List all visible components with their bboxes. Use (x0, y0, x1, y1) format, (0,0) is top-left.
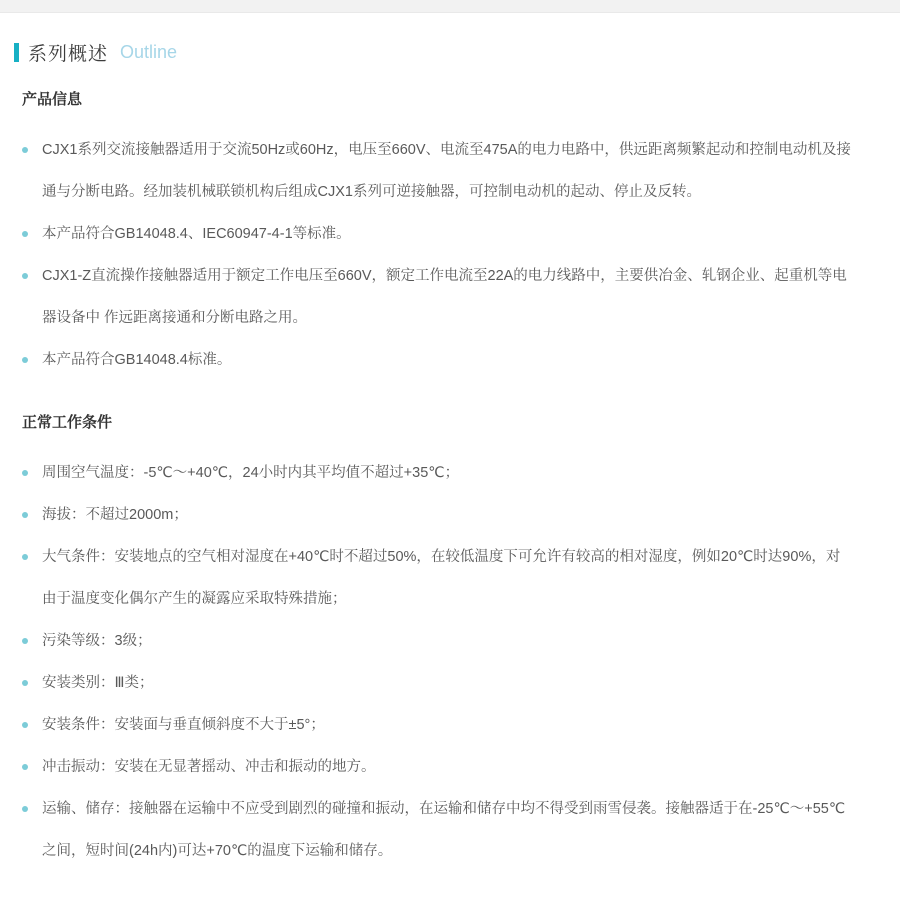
list-item (20, 788, 852, 872)
bullet-text: CJX1系列交流接触器适用于交流50Hz或60Hz，电压至660V、电流至475A的电力电路中，供远距离频繁起动和控制电动机及接通与分断电路。经加装机械联锁机构后组成CJX1系列可逆接触器，可控制电动机的起动、停止及反转。 (42, 142, 851, 200)
bullet-dot (22, 147, 28, 153)
bullet-dot (22, 231, 28, 237)
bullet-dot (22, 470, 28, 476)
bullet-dot (22, 357, 28, 363)
outline-page (0, 13, 900, 872)
bullet-dot (22, 806, 28, 812)
list-item (20, 255, 852, 339)
list-item (20, 494, 852, 536)
bullet-text: 海拔：不超过2000m； (42, 507, 188, 523)
list-item (20, 746, 852, 788)
list-item (20, 339, 852, 381)
list-item (20, 536, 852, 620)
list-item (20, 213, 852, 255)
working-conditions-list (14, 452, 862, 872)
bullet-dot (22, 554, 28, 560)
list-item (20, 662, 852, 704)
section-heading-working-conditions: 正常工作条件 (22, 414, 113, 431)
bullet-dot (22, 764, 28, 770)
bullet-text: 运输、储存：接触器在运输中不应受到剧烈的碰撞和振动，在运输和储存中均不得受到雨雪侵袭。接触器适于在-25℃～+55℃之间，短时间(24h内)可达+70℃的温度下运输和储存。 (42, 801, 846, 859)
bullet-text: 大气条件：安装地点的空气相对湿度在+40℃时不超过50%，在较低温度下可允许有较高的相对湿度，例如20℃时达90%，对由于温度变化偶尔产生的凝露应采取特殊措施； (42, 549, 841, 607)
bullet-text: 周围空气温度：-5℃～+40℃，24小时内其平均值不超过+35℃； (42, 465, 460, 481)
bullet-text: CJX1-Z直流操作接触器适用于额定工作电压至660V，额定工作电流至22A的电力线路中，主要供冶金、轧钢企业、起重机等电器设备中 作远距离接通和分断电路之用。 (42, 268, 847, 326)
list-item (20, 452, 852, 494)
bullet-text: 本产品符合GB14048.4标准。 (42, 352, 232, 368)
bullet-dot (22, 680, 28, 686)
page-title-zh: 系列概述 (28, 44, 109, 65)
list-item (20, 129, 852, 213)
list-item (20, 704, 852, 746)
bullet-text: 污染等级：3级； (42, 633, 152, 649)
section-working-conditions (14, 411, 862, 872)
bullet-text: 冲击振动：安装在无显著摇动、冲击和振动的地方。 (42, 759, 376, 775)
bullet-dot (22, 638, 28, 644)
bullet-text: 安装条件：安装面与垂直倾斜度不大于±5°； (42, 717, 325, 733)
product-info-list (14, 129, 862, 381)
list-item (20, 620, 852, 662)
bullet-dot (22, 512, 28, 518)
section-product-info (14, 88, 862, 381)
bullet-dot (22, 722, 28, 728)
bullet-dot (22, 273, 28, 279)
section-heading-product-info: 产品信息 (22, 91, 83, 108)
accent-bar (14, 43, 19, 62)
bullet-text: 本产品符合GB14048.4、IEC60947-4-1等标准。 (42, 226, 351, 242)
page-header (14, 39, 862, 66)
bullet-text: 安装类别：Ⅲ类； (42, 675, 154, 691)
top-strip (0, 0, 900, 13)
page-title-en: Outline (120, 42, 178, 62)
